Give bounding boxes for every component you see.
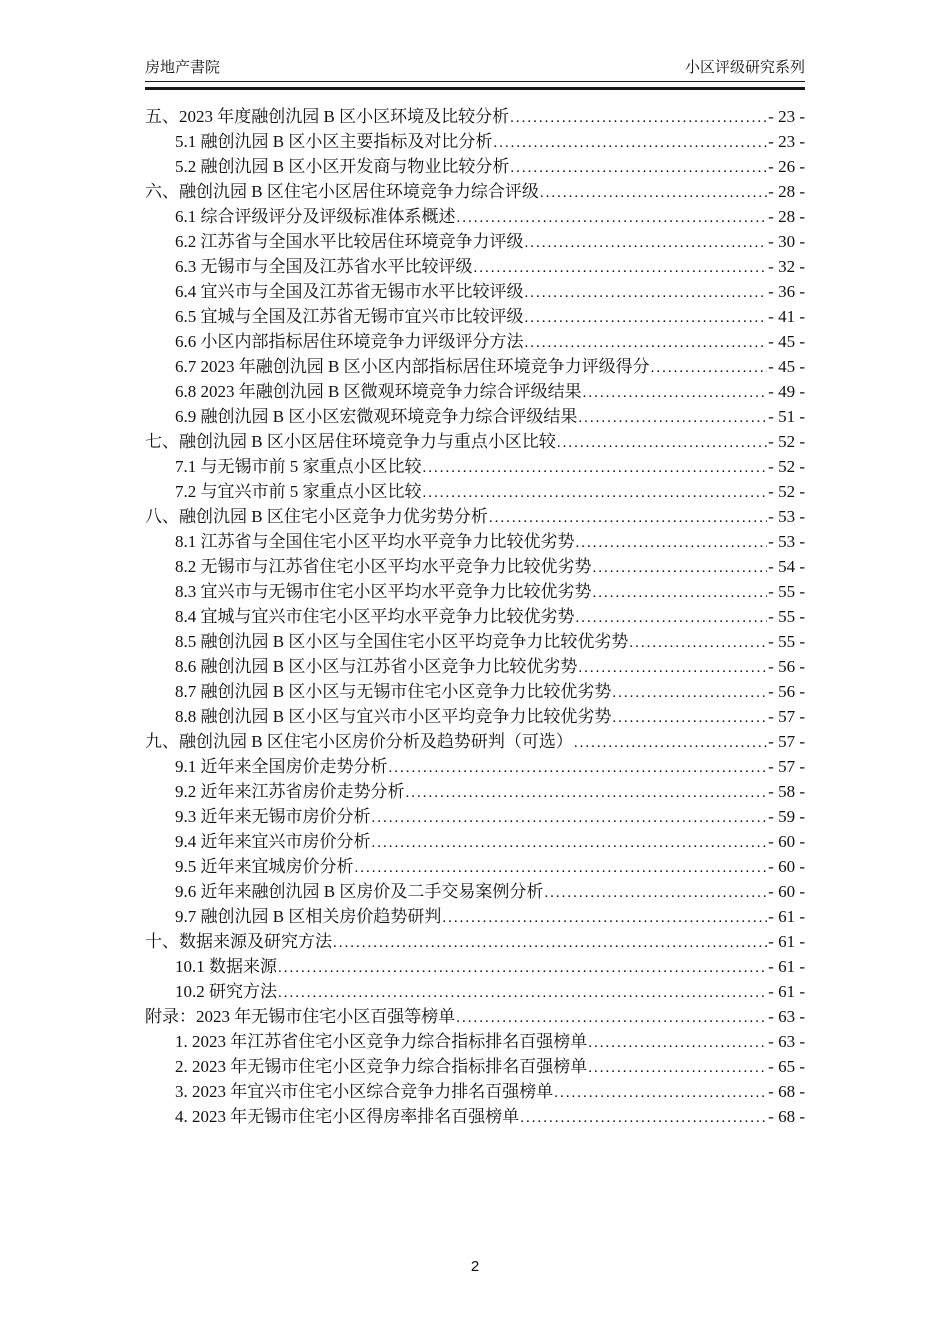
toc-entry-label: 9.2 近年来江苏省房价走势分析 bbox=[175, 782, 405, 801]
toc-entry[interactable] bbox=[145, 404, 805, 429]
toc-leader-dots bbox=[544, 879, 767, 906]
toc-entry-label: 6.7 2023 年融创氿园 B 区小区内部指标居住环境竞争力评级得分 bbox=[175, 357, 650, 376]
toc-leader-dots bbox=[593, 579, 768, 606]
toc-leader-dots bbox=[651, 354, 768, 381]
toc-entry[interactable] bbox=[145, 754, 805, 779]
toc-entry-page: - 65 - bbox=[768, 1057, 805, 1076]
toc-entry-page: - 49 - bbox=[768, 382, 805, 401]
toc-entry-page: - 52 - bbox=[768, 482, 805, 501]
toc-entry-label: 八、融创氿园 B 区住宅小区竞争力优劣势分析 bbox=[145, 507, 488, 526]
toc-entry-page: - 55 - bbox=[768, 632, 805, 651]
toc-leader-dots bbox=[576, 604, 768, 631]
toc-leader-dots bbox=[493, 129, 767, 156]
toc-entry-page: - 60 - bbox=[768, 832, 805, 851]
toc-entry-label: 7.2 与宜兴市前 5 家重点小区比较 bbox=[175, 482, 422, 501]
toc-leader-dots bbox=[588, 1054, 767, 1081]
toc-entry-page: - 57 - bbox=[768, 732, 805, 751]
toc-entry-page: - 23 - bbox=[768, 107, 805, 126]
toc-entry[interactable] bbox=[145, 879, 805, 904]
toc-entry[interactable] bbox=[145, 904, 805, 929]
toc-entry[interactable] bbox=[145, 429, 805, 454]
toc-leader-dots bbox=[278, 954, 767, 981]
toc-entry-label: 2. 2023 年无锡市住宅小区竞争力综合指标排名百强榜单 bbox=[175, 1057, 588, 1076]
toc-leader-dots bbox=[525, 279, 768, 306]
toc-entry-label: 5.1 融创氿园 B 区小区主要指标及对比分析 bbox=[175, 132, 493, 151]
toc-entry-page: - 55 - bbox=[768, 607, 805, 626]
toc-entry-page: - 63 - bbox=[768, 1007, 805, 1026]
toc-leader-dots bbox=[554, 1079, 767, 1106]
toc-entry-page: - 59 - bbox=[768, 807, 805, 826]
toc-entry-label: 8.4 宜城与宜兴市住宅小区平均水平竞争力比较优劣势 bbox=[175, 607, 575, 626]
toc-entry[interactable] bbox=[145, 229, 805, 254]
toc-leader-dots bbox=[557, 429, 767, 456]
toc-entry[interactable] bbox=[145, 704, 805, 729]
toc-entry-page: - 53 - bbox=[768, 507, 805, 526]
toc-entry-page: - 61 - bbox=[768, 957, 805, 976]
toc-entry-page: - 55 - bbox=[768, 582, 805, 601]
toc-entry-page: - 45 - bbox=[768, 332, 805, 351]
toc-leader-dots bbox=[456, 1004, 767, 1031]
toc-entry-label: 9.4 近年来宜兴市房价分析 bbox=[175, 832, 371, 851]
header-left-title: 房地产書院 bbox=[145, 59, 221, 76]
toc-entry-label: 4. 2023 年无锡市住宅小区得房率排名百强榜单 bbox=[175, 1107, 520, 1126]
toc-entry[interactable] bbox=[145, 629, 805, 654]
toc-entry-page: - 60 - bbox=[768, 882, 805, 901]
toc-leader-dots bbox=[583, 379, 768, 406]
header-right-title: 小区评级研究系列 bbox=[684, 59, 805, 76]
toc-list bbox=[145, 104, 805, 1129]
toc-entry-label: 七、融创氿园 B 区小区居住环境竞争力与重点小区比较 bbox=[145, 432, 556, 451]
toc-entry[interactable] bbox=[145, 929, 805, 954]
toc-entry-page: - 61 - bbox=[768, 982, 805, 1001]
toc-entry-page: - 56 - bbox=[768, 682, 805, 701]
toc-entry-label: 6.2 江苏省与全国水平比较居住环境竞争力评级 bbox=[175, 232, 524, 251]
toc-leader-dots bbox=[612, 679, 767, 706]
toc-entry[interactable] bbox=[145, 479, 805, 504]
toc-leader-dots bbox=[578, 654, 767, 681]
toc-entry-page: - 36 - bbox=[768, 282, 805, 301]
toc-entry[interactable] bbox=[145, 779, 805, 804]
toc-entry[interactable] bbox=[145, 454, 805, 479]
toc-entry-page: - 61 - bbox=[768, 932, 805, 951]
toc-entry-label: 7.1 与无锡市前 5 家重点小区比较 bbox=[175, 457, 422, 476]
toc-entry-label: 十、数据来源及研究方法 bbox=[145, 932, 332, 951]
toc-entry[interactable] bbox=[145, 804, 805, 829]
toc-entry-page: - 30 - bbox=[768, 232, 805, 251]
toc-entry[interactable] bbox=[145, 154, 805, 179]
toc-entry-page: - 32 - bbox=[768, 257, 805, 276]
toc-entry-label: 五、2023 年度融创氿园 B 区小区环境及比较分析 bbox=[145, 107, 510, 126]
toc-leader-dots bbox=[629, 629, 767, 656]
toc-entry-label: 8.8 融创氿园 B 区小区与宜兴市小区平均竞争力比较优劣势 bbox=[175, 707, 612, 726]
toc-entry-label: 10.2 研究方法 bbox=[175, 982, 277, 1001]
toc-entry[interactable] bbox=[145, 1104, 805, 1129]
toc-leader-dots bbox=[525, 329, 768, 356]
toc-leader-dots bbox=[510, 104, 767, 131]
toc-entry-page: - 58 - bbox=[768, 782, 805, 801]
toc-entry[interactable] bbox=[145, 829, 805, 854]
toc-leader-dots bbox=[389, 754, 768, 781]
toc-entry[interactable] bbox=[145, 954, 805, 979]
toc-entry-label: 6.4 宜兴市与全国及江苏省无锡市水平比较评级 bbox=[175, 282, 524, 301]
toc-entry[interactable] bbox=[145, 554, 805, 579]
toc-leader-dots bbox=[372, 804, 768, 831]
toc-entry[interactable] bbox=[145, 979, 805, 1004]
toc-entry-page: - 41 - bbox=[768, 307, 805, 326]
toc-entry-label: 6.1 综合评级评分及评级标准体系概述 bbox=[175, 207, 456, 226]
toc-entry[interactable] bbox=[145, 604, 805, 629]
toc-entry-page: - 45 - bbox=[768, 357, 805, 376]
toc-entry-label: 九、融创氿园 B 区住宅小区房价分析及趋势研判（可选） bbox=[145, 732, 573, 751]
toc-entry-page: - 54 - bbox=[768, 557, 805, 576]
toc-leader-dots bbox=[574, 729, 767, 756]
toc-entry-page: - 63 - bbox=[768, 1032, 805, 1051]
toc-entry[interactable] bbox=[145, 254, 805, 279]
toc-entry-label: 5.2 融创氿园 B 区小区开发商与物业比较分析 bbox=[175, 157, 510, 176]
toc-entry-page: - 57 - bbox=[768, 707, 805, 726]
toc-leader-dots bbox=[578, 404, 767, 431]
toc-entry-page: - 28 - bbox=[768, 207, 805, 226]
toc-entry[interactable] bbox=[145, 204, 805, 229]
toc-entry-label: 8.6 融创氿园 B 区小区与江苏省小区竞争力比较优劣势 bbox=[175, 657, 578, 676]
toc-entry-label: 8.3 宜兴市与无锡市住宅小区平均水平竞争力比较优劣势 bbox=[175, 582, 592, 601]
toc-entry-page: - 56 - bbox=[768, 657, 805, 676]
toc-leader-dots bbox=[489, 504, 767, 531]
toc-entry-label: 8.7 融创氿园 B 区小区与无锡市住宅小区竞争力比较优劣势 bbox=[175, 682, 612, 701]
toc-entry-label: 8.2 无锡市与江苏省住宅小区平均水平竞争力比较优劣势 bbox=[175, 557, 592, 576]
toc-leader-dots bbox=[520, 1104, 767, 1131]
toc-leader-dots bbox=[355, 854, 768, 881]
toc-entry[interactable] bbox=[145, 729, 805, 754]
toc-entry[interactable] bbox=[145, 329, 805, 354]
toc-entry-label: 10.1 数据来源 bbox=[175, 957, 277, 976]
toc-entry[interactable] bbox=[145, 654, 805, 679]
toc-entry-label: 6.9 融创氿园 B 区小区宏微观环境竞争力综合评级结果 bbox=[175, 407, 578, 426]
toc-entry[interactable] bbox=[145, 854, 805, 879]
toc-leader-dots bbox=[372, 829, 768, 856]
toc-leader-dots bbox=[540, 179, 767, 206]
toc-leader-dots bbox=[593, 554, 768, 581]
toc-entry-label: 附录：2023 年无锡市住宅小区百强等榜单 bbox=[145, 1007, 456, 1026]
toc-entry-page: - 53 - bbox=[768, 532, 805, 551]
toc-entry[interactable] bbox=[145, 1079, 805, 1104]
toc-entry[interactable] bbox=[145, 679, 805, 704]
toc-entry[interactable] bbox=[145, 529, 805, 554]
toc-entry-label: 8.5 融创氿园 B 区小区与全国住宅小区平均竞争力比较优劣势 bbox=[175, 632, 629, 651]
toc-entry[interactable] bbox=[145, 304, 805, 329]
toc-entry[interactable] bbox=[145, 279, 805, 304]
toc-entry-label: 8.1 江苏省与全国住宅小区平均水平竞争力比较优劣势 bbox=[175, 532, 575, 551]
toc-entry-label: 9.1 近年来全国房价走势分析 bbox=[175, 757, 388, 776]
toc-entry-page: - 60 - bbox=[768, 857, 805, 876]
toc-entry[interactable] bbox=[145, 179, 805, 204]
toc-entry[interactable] bbox=[145, 579, 805, 604]
toc-entry[interactable] bbox=[145, 504, 805, 529]
toc-leader-dots bbox=[474, 254, 768, 281]
page-header bbox=[145, 57, 805, 82]
toc-entry-page: - 52 - bbox=[768, 432, 805, 451]
toc-entry-page: - 68 - bbox=[768, 1082, 805, 1101]
toc-entry[interactable] bbox=[145, 1029, 805, 1054]
toc-leader-dots bbox=[525, 304, 768, 331]
toc-entry-page: - 52 - bbox=[768, 457, 805, 476]
toc-entry-label: 6.5 宜城与全国及江苏省无锡市宜兴市比较评级 bbox=[175, 307, 524, 326]
toc-leader-dots bbox=[510, 154, 767, 181]
toc-entry-label: 9.3 近年来无锡市房价分析 bbox=[175, 807, 371, 826]
toc-entry-page: - 61 - bbox=[768, 907, 805, 926]
toc-entry-page: - 23 - bbox=[768, 132, 805, 151]
toc-entry-label: 3. 2023 年宜兴市住宅小区综合竞争力排名百强榜单 bbox=[175, 1082, 554, 1101]
header-divider bbox=[145, 87, 805, 90]
toc-leader-dots bbox=[588, 1029, 767, 1056]
toc-entry-label: 9.6 近年来融创氿园 B 区房价及二手交易案例分析 bbox=[175, 882, 544, 901]
toc-entry[interactable] bbox=[145, 1054, 805, 1079]
toc-leader-dots bbox=[423, 479, 768, 506]
toc-leader-dots bbox=[576, 529, 768, 556]
toc-entry[interactable] bbox=[145, 1004, 805, 1029]
toc-entry[interactable] bbox=[145, 104, 805, 129]
toc-entry-label: 6.6 小区内部指标居住环境竞争力评级评分方法 bbox=[175, 332, 524, 351]
toc-entry[interactable] bbox=[145, 379, 805, 404]
page-number: 2 bbox=[470, 1258, 480, 1275]
toc-entry-page: - 26 - bbox=[768, 157, 805, 176]
toc-entry-page: - 51 - bbox=[768, 407, 805, 426]
toc-entry-label: 6.8 2023 年融创氿园 B 区微观环境竞争力综合评级结果 bbox=[175, 382, 582, 401]
toc-entry-page: - 28 - bbox=[768, 182, 805, 201]
toc-leader-dots bbox=[406, 779, 768, 806]
toc-leader-dots bbox=[612, 704, 767, 731]
toc-leader-dots bbox=[278, 979, 767, 1006]
toc-entry-label: 六、融创氿园 B 区住宅小区居住环境竞争力综合评级 bbox=[145, 182, 539, 201]
toc-entry-label: 6.3 无锡市与全国及江苏省水平比较评级 bbox=[175, 257, 473, 276]
toc-entry-label: 9.5 近年来宜城房价分析 bbox=[175, 857, 354, 876]
toc-leader-dots bbox=[333, 929, 767, 956]
toc-leader-dots bbox=[442, 904, 767, 931]
toc-entry[interactable] bbox=[145, 129, 805, 154]
toc-entry-label: 1. 2023 年江苏省住宅小区竞争力综合指标排名百强榜单 bbox=[175, 1032, 588, 1051]
toc-leader-dots bbox=[423, 454, 768, 481]
page-footer bbox=[0, 1258, 950, 1275]
toc-entry[interactable] bbox=[145, 354, 805, 379]
toc-leader-dots bbox=[525, 229, 768, 256]
toc-entry-page: - 57 - bbox=[768, 757, 805, 776]
toc-entry-page: - 68 - bbox=[768, 1107, 805, 1126]
toc-entry-label: 9.7 融创氿园 B 区相关房价趋势研判 bbox=[175, 907, 442, 926]
toc-leader-dots bbox=[457, 204, 768, 231]
